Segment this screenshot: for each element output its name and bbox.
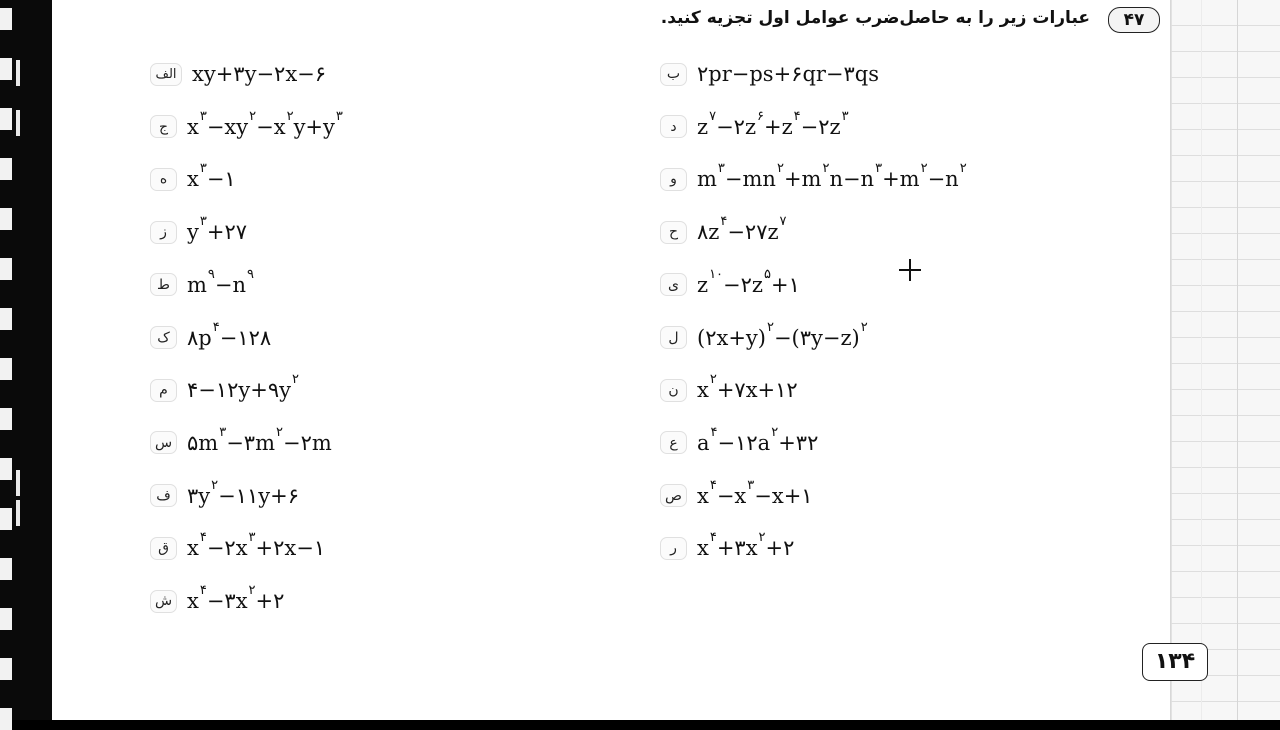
item-letter-label: ب [660,63,687,86]
item-letter-label: و [660,168,687,191]
item-letter-label: ص [660,484,687,507]
right-exercise-item [660,57,879,91]
crosshair-cursor-icon [899,259,921,281]
item-letter-label: الف [150,63,182,86]
item-letter-label: ک [150,326,177,349]
math-expression: $x^۴-۳x^۲+۲$ [187,583,285,613]
item-letter-label: ط [150,273,177,296]
math-expression: $x^۳-۱$ [187,161,236,192]
math-expression: $x^۳-xy^۲-x^۲y+y^۳$ [187,108,343,139]
item-letter-label: ه [150,168,177,191]
math-expression: $y^۳+۲۷$ [187,214,248,245]
item-letter-label: ف [150,484,177,507]
right-exercise-item [660,162,967,196]
math-expression: (۲x+y)$^۲$−(۳y−z)$^۲$ [697,319,868,350]
right-exercise-item [660,321,868,355]
question-number-badge: ۴۷ [1108,7,1160,33]
math-expression: $۳y^۲-۱۱y+۶$ [187,477,300,508]
left-exercise-item [150,426,332,460]
item-letter-label: د [660,115,687,138]
film-strip-edge [0,0,52,720]
math-expression: $x^۴-x^۳-x+۱$ [697,477,813,508]
math-expression: $۸p^۴-۱۲۸$ [187,319,272,350]
math-expression: $m^۳-mn^۲+m^۲n-n^۳+m^۲-n^۲$ [697,161,967,192]
item-letter-label: ل [660,326,687,349]
math-expression: $x^۴-۲x^۳+۲x-۱$ [187,530,326,561]
right-exercise-item [660,268,800,302]
item-letter-label: ح [660,221,687,244]
math-expression: xy+۳y−۲x−۶ [192,62,327,86]
right-exercise-item [660,110,849,144]
question-instruction: عبارات زیر را به حاصل‌ضرب عوامل اول تجزیه کنید. [660,8,1090,28]
left-exercise-item [150,162,236,196]
notebook-margin [1170,0,1280,720]
math-expression: ۲pr−ps+۶qr−۳qs [697,62,880,86]
item-letter-label: س [150,431,177,454]
right-exercise-item [660,426,818,460]
left-exercise-item [150,531,325,565]
item-letter-label: ع [660,431,687,454]
math-expression: $۸z^۴-۲۷z^۷$ [697,214,787,245]
page-number: ۱۳۴ [1142,643,1208,681]
left-exercise-item [150,57,326,91]
left-exercise-item [150,268,254,302]
left-exercise-item [150,584,284,618]
item-letter-label: ج [150,115,177,138]
cropped-text-fragment [180,0,270,4]
math-expression: $z^{۱۰}-۲z^۵+۱$ [697,266,800,297]
right-exercise-item [660,215,787,249]
right-exercise-item [660,373,798,407]
left-exercise-item [150,215,247,249]
item-letter-label: ش [150,590,177,613]
left-exercise-item [150,110,343,144]
math-expression: $x^۲+۷x+۱۲$ [697,372,798,403]
math-expression: $m^۹-n^۹$ [187,266,255,297]
math-expression: $z^۷-۲z^۶+z^۴-۲z^۳$ [697,108,849,139]
item-letter-label: ن [660,379,687,402]
left-exercise-item [150,479,299,513]
item-letter-label: ر [660,537,687,560]
math-expression: $۵m^۳-۳m^۲-۲m$ [187,424,332,455]
item-letter-label: ز [150,221,177,244]
item-letter-label: ی [660,273,687,296]
math-expression: $a^۴-۱۲a^۲+۳۲$ [697,424,819,455]
left-exercise-item [150,373,299,407]
item-letter-label: ق [150,537,177,560]
math-expression: $x^۴+۳x^۲+۲$ [697,530,795,561]
left-exercise-item [150,321,271,355]
right-exercise-item [660,479,813,513]
math-expression: $۴-۱۲y+۹y^۲$ [187,372,300,403]
item-letter-label: م [150,379,177,402]
right-exercise-item [660,531,794,565]
